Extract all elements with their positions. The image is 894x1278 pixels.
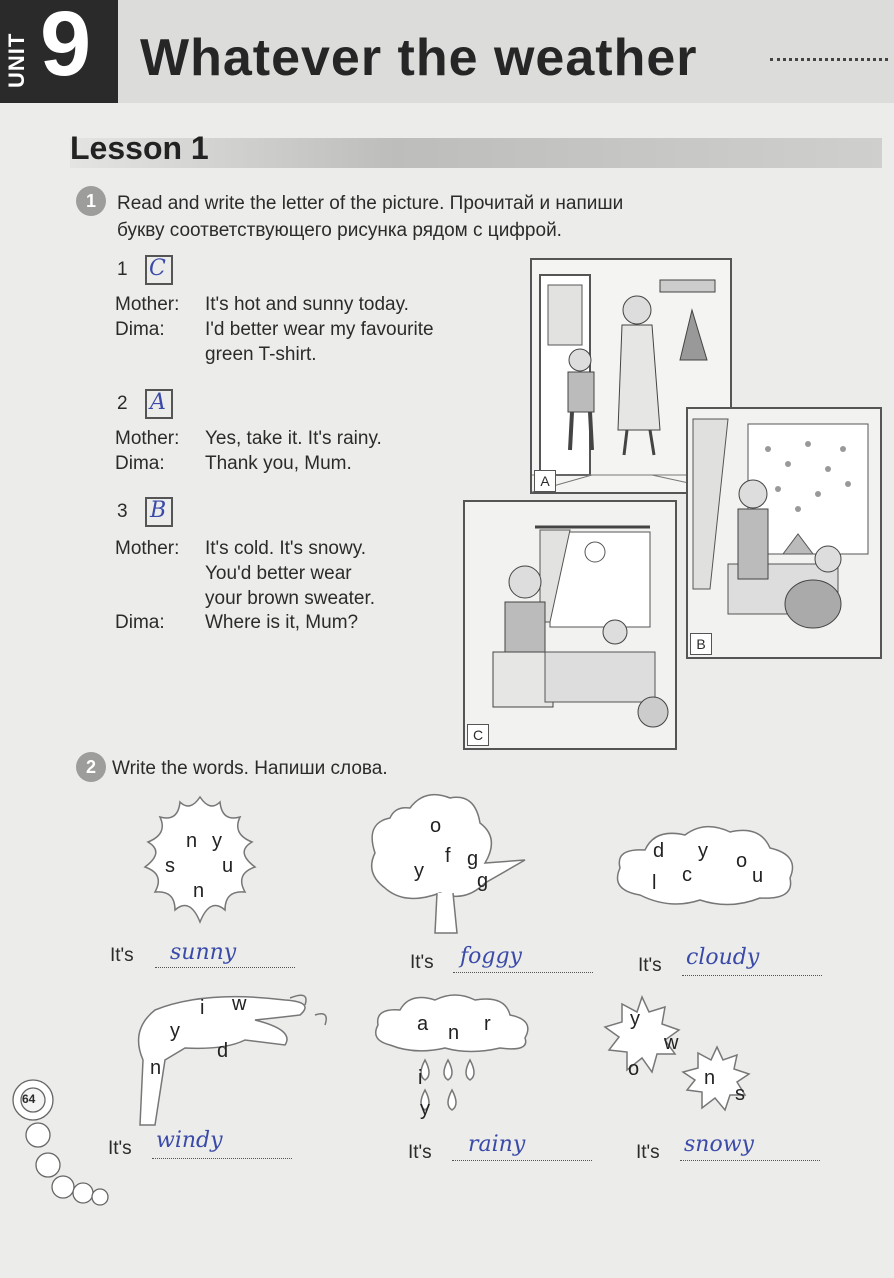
dialogue-3-number: 3	[117, 501, 128, 522]
dialogue-1-speaker-1: Mother:	[115, 294, 180, 315]
cloud-picture	[610, 820, 800, 910]
fog-letter-3: g	[467, 848, 479, 870]
snow-letter-1: y	[630, 1008, 640, 1030]
answer-line-3[interactable]	[682, 975, 822, 976]
dialogue-3-line-3: your brown sweater.	[205, 588, 376, 609]
answer-snowy: snowy	[684, 1132, 754, 1157]
rain-letter-1: a	[417, 1013, 429, 1035]
its-label-4: It's	[108, 1138, 132, 1159]
answer-box-1[interactable]	[145, 255, 173, 285]
its-label-3: It's	[638, 955, 662, 976]
cloud-letter-1: d	[653, 840, 665, 862]
rain-letter-4: i	[418, 1067, 423, 1089]
answer-rainy: rainy	[468, 1132, 526, 1157]
its-label-2: It's	[410, 952, 434, 973]
answer-3: B	[150, 498, 167, 523]
wind-letter-2: w	[232, 993, 247, 1015]
picture-b-illustration	[688, 409, 880, 657]
dialogue-1-line-1: It's hot and sunny today.	[205, 294, 409, 315]
fog-letter-2: f	[445, 845, 451, 867]
snow-letter-4: n	[704, 1067, 716, 1089]
rain-cloud-picture	[370, 990, 535, 1130]
answer-box-3[interactable]	[145, 497, 173, 527]
answer-line-6[interactable]	[680, 1160, 820, 1161]
wind-letter-5: n	[150, 1057, 162, 1079]
exercise-2-number: 2	[76, 752, 106, 782]
dialogue-3-line-2: You'd better wear	[205, 563, 352, 584]
exercise-2-instruction: Write the words. Напиши слова.	[112, 758, 388, 779]
cloud-letter-6: u	[752, 865, 764, 887]
its-label-1: It's	[110, 945, 134, 966]
page-number: 64	[22, 1092, 36, 1106]
fog-letter-5: g	[477, 870, 489, 892]
sun-letter-4: u	[222, 855, 234, 877]
dialogue-3-line-4: Where is it, Mum?	[205, 612, 359, 633]
answer-line-2[interactable]	[453, 972, 593, 973]
dialogue-3-speaker-1: Mother:	[115, 538, 180, 559]
snow-letter-3: o	[628, 1058, 640, 1080]
dialogue-3-speaker-4: Dima:	[115, 612, 165, 633]
dialogue-1-line-2: I'd better wear my favourite	[205, 319, 434, 340]
dialogue-2-line-1: Yes, take it. It's rainy.	[205, 428, 382, 449]
its-label-6: It's	[636, 1142, 660, 1163]
fog-letter-4: y	[414, 860, 424, 882]
exercise-1-instruction-line1: Read and write the letter of the picture. Прочитай и напиши	[117, 193, 624, 214]
answer-box-2[interactable]	[145, 389, 173, 419]
cloud-letter-4: l	[652, 872, 657, 894]
sun-letter-2: y	[212, 830, 222, 852]
sun-picture	[120, 792, 280, 932]
wind-letter-3: y	[170, 1020, 180, 1042]
dialogue-1-number: 1	[117, 259, 128, 280]
picture-c-illustration	[465, 502, 675, 748]
rain-letter-5: y	[420, 1098, 430, 1120]
answer-line-4[interactable]	[152, 1158, 292, 1159]
picture-c-label: C	[467, 724, 489, 746]
answer-1: C	[149, 256, 166, 281]
dialogue-2-line-2: Thank you, Mum.	[205, 453, 352, 474]
answer-line-1[interactable]	[155, 967, 295, 968]
sun-letter-3: s	[165, 855, 175, 877]
answer-2: A	[150, 390, 166, 415]
cloud-letter-3: o	[736, 850, 748, 872]
answer-cloudy: cloudy	[686, 945, 760, 970]
dialogue-1-line-3: green T-shirt.	[205, 344, 317, 365]
answer-line-5[interactable]	[452, 1160, 592, 1161]
picture-b	[686, 407, 882, 659]
wind-letter-4: d	[217, 1040, 229, 1062]
sun-letter-1: n	[186, 830, 198, 852]
fog-letter-1: o	[430, 815, 442, 837]
answer-sunny: sunny	[170, 940, 237, 965]
page-title: Whatever the weather	[140, 29, 698, 87]
dialogue-2-speaker-1: Mother:	[115, 428, 180, 449]
cloud-letter-5: c	[682, 864, 692, 886]
answer-foggy: foggy	[460, 944, 522, 969]
picture-c	[463, 500, 677, 750]
picture-a-label: A	[534, 470, 556, 492]
picture-b-label: B	[690, 633, 712, 655]
wind-letter-1: i	[200, 997, 205, 1019]
snow-letter-2: w	[664, 1032, 679, 1054]
exercise-1-number: 1	[76, 186, 106, 216]
dialogue-1-speaker-2: Dima:	[115, 319, 165, 340]
dialogue-3-line-1: It's cold. It's snowy.	[205, 538, 367, 559]
rain-letter-2: n	[448, 1022, 460, 1044]
exercise-1-instruction-line2: букву соответствующего рисунка рядом с цифрой.	[117, 220, 562, 241]
dialogue-2-number: 2	[117, 393, 128, 414]
sun-letter-5: n	[193, 880, 205, 902]
unit-number: 9	[40, 0, 92, 95]
its-label-5: It's	[408, 1142, 432, 1163]
dialogue-2-speaker-2: Dima:	[115, 453, 165, 474]
title-dots	[770, 58, 888, 61]
rain-letter-3: r	[484, 1013, 491, 1035]
snowflakes-picture	[597, 992, 772, 1122]
lesson-title: Lesson 1	[70, 130, 209, 166]
cloud-letter-2: y	[698, 840, 708, 862]
answer-windy: windy	[156, 1128, 223, 1153]
unit-label: UNIT	[4, 32, 29, 88]
snow-letter-5: s	[735, 1083, 745, 1105]
